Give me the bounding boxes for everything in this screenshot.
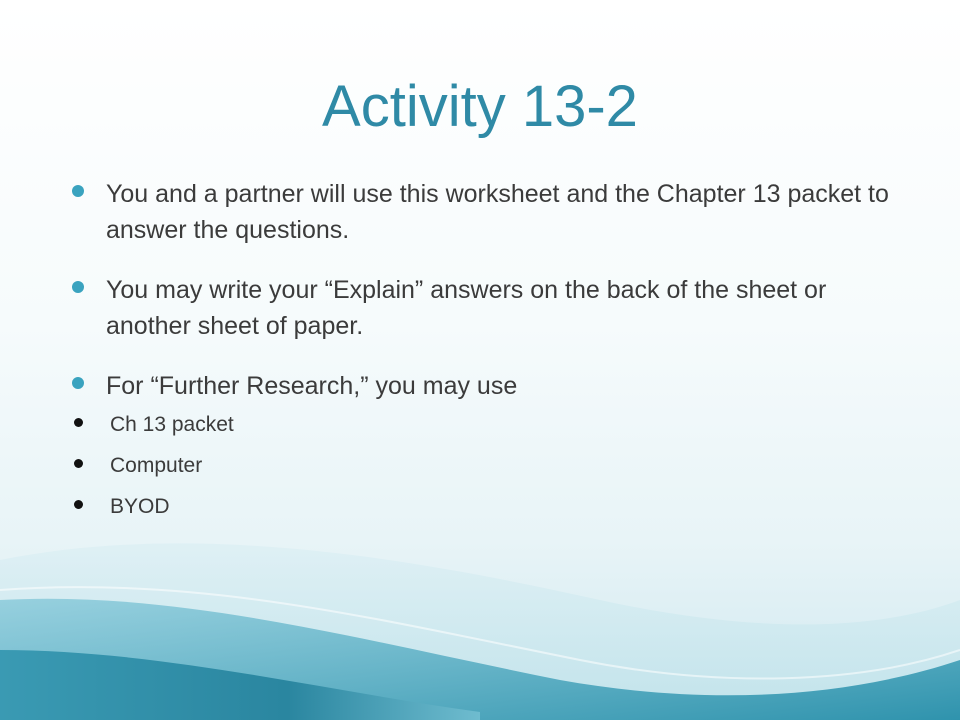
bullet-item xyxy=(70,368,900,404)
bullet-icon xyxy=(72,281,84,293)
bullet-list xyxy=(70,176,900,533)
bullet-item xyxy=(70,272,900,344)
bullet-icon xyxy=(72,377,84,389)
sub-bullet-icon xyxy=(74,500,83,509)
sub-bullet-item xyxy=(70,451,900,480)
sub-bullet-item xyxy=(70,492,900,521)
bullet-text: For “Further Research,” you may use xyxy=(106,372,518,400)
bullet-text: You and a partner will use this worksheet and the Chapter 13 packet to answer the questions. xyxy=(106,180,889,244)
bullet-item xyxy=(70,176,900,248)
bullet-text: You may write your “Explain” answers on the back of the sheet or another sheet of paper. xyxy=(106,276,827,340)
sub-bullet-text: Computer xyxy=(110,454,203,477)
sub-bullet-list xyxy=(70,410,900,521)
sub-bullet-text: Ch 13 packet xyxy=(110,413,234,436)
sub-bullet-text: BYOD xyxy=(110,495,170,518)
bullet-icon xyxy=(72,185,84,197)
sub-bullet-icon xyxy=(74,459,83,468)
slide-title: Activity 13-2 xyxy=(322,74,638,139)
sub-bullet-item xyxy=(70,410,900,439)
sub-bullet-icon xyxy=(74,418,83,427)
